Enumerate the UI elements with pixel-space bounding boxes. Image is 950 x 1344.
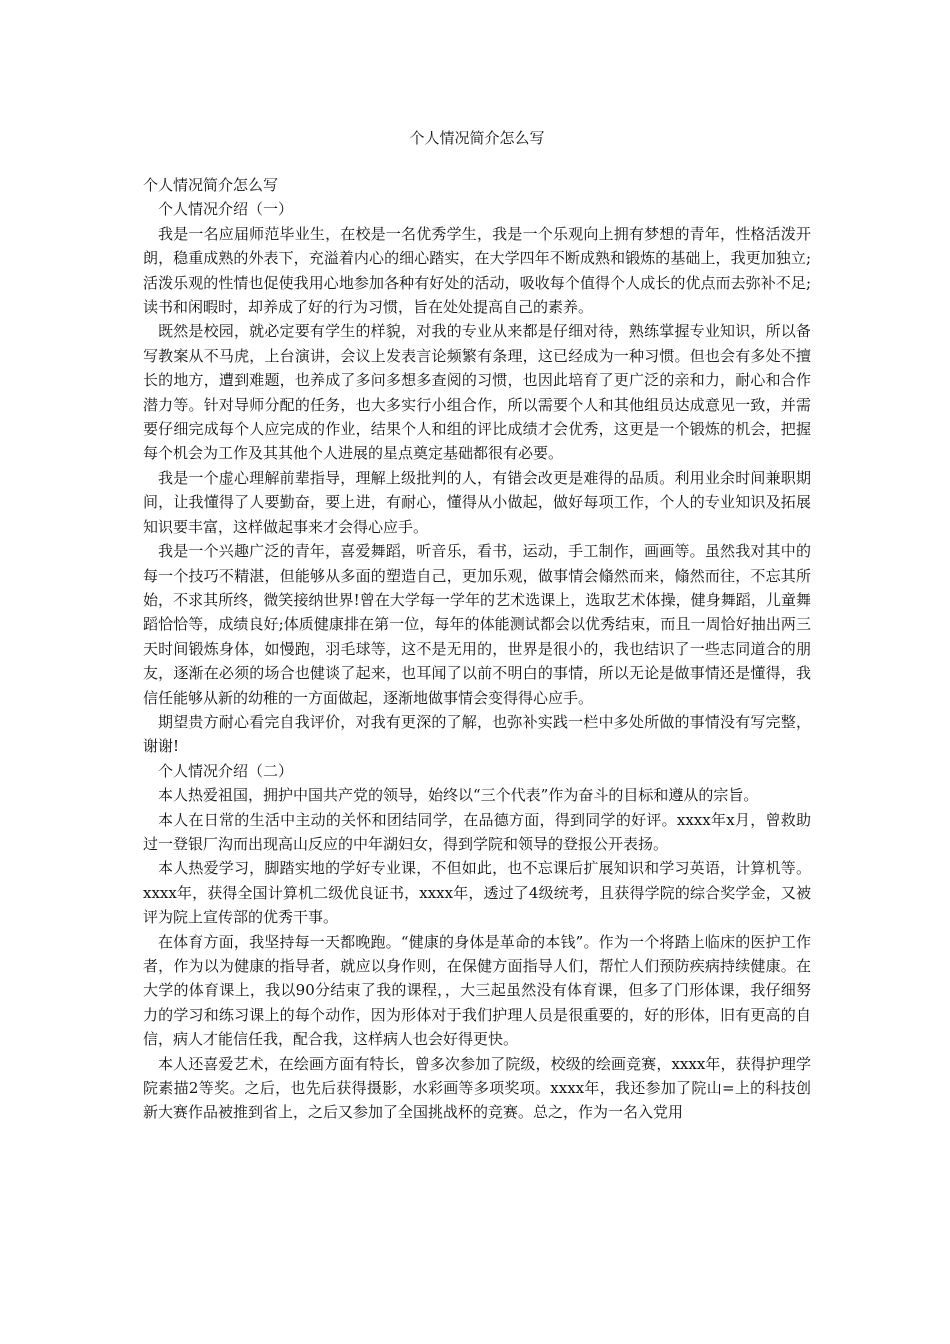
paragraph: 本人热爱学习，脚踏实地的学好专业课，不但如此，也不忘课后扩展知识和学习英语，计算机等。xxxx年，获得全国计算机二级优良证书，xxxx年，透过了4级统考，且获得学院的综合奖学金，又被评为院上宣传部的优秀干事。 xyxy=(143,859,811,927)
document-title: 个人情况简介怎么写 xyxy=(409,129,545,147)
doc-heading: 个人情况简介怎么写 xyxy=(143,176,279,194)
paragraph: 本人在日常的生活中主动的关怀和团结同学，在品德方面，得到同学的好评。xxxx年x月，曾救助过一登银厂沟而出现高山反应的中年湖妇女，得到学院和领导的登报公开表扬。 xyxy=(143,810,811,853)
paragraph: 我是一个兴趣广泛的青年，喜爱舞蹈，听音乐，看书，运动，手工制作，画画等。虽然我对其中的每一个技巧不精湛，但能够从多面的塑造自己，更加乐观，做事情会翛然而来，翛然而往，不忘其所始，不求其所终，微笑接纳世界!曾在大学每一学年的艺术选课上，选取艺术体操，健身舞蹈，儿童舞蹈恰恰等，成绩良好;体质健康排在第一位，每年的体能测试都会以优秀结束，而且一周恰好抽出两三天时间锻炼身体，如慢跑，羽毛球等，这不是无用的，世界是很小的，我也结识了一些志同道合的朋友，逐渐在必须的场合也健谈了起来，也耳闻了以前不明白的事情，所以无论是做事情还是懂得，我信任能够从新的幼稚的一方面做起，逐渐地做事情会变得得心应手。 xyxy=(143,542,811,707)
paragraph: 既然是校园，就必定要有学生的样貌，对我的专业从来都是仔细对待，熟练掌握专业知识，所以备写教案从不马虎，上台演讲，会议上发表言论频繁有条理，这已经成为一种习惯。但也会有多处不擅长的地方，遭到难题，也养成了多问多想多查阅的习惯，也因此培育了更广泛的亲和力，耐心和合作潜力等。针对导师分配的任务，也大多实行小组合作，所以需要个人和其他组员达成意见一致，并需要仔细完成每个人应完成的作业，结果个人和组的评比成绩才会优秀，这更是一个锻炼的机会，把握每个机会为工作及其其他个人进展的星点奠定基础都很有必要。 xyxy=(143,322,811,463)
paragraph: 本人热爱祖国，拥护中国共产党的领导，始终以“三个代表”作为奋斗的目标和遵从的宗旨。 xyxy=(158,786,759,805)
section-heading-1: 个人情况介绍（一） xyxy=(158,200,294,219)
paragraph: 我是一名应届师范毕业生，在校是一名优秀学生，我是一个乐观向上拥有梦想的青年，性格活泼开朗，稳重成熟的外表下，充溢着内心的细心踏实，在大学四年不断成熟和锻炼的基础上，我更加独立;活泼乐观的性情也促使我用心地参加各种有好处的活动，吸收每个值得个人成长的优点而去弥补不足;读书和闲暇时，却养成了好的行为习惯，旨在处处提高自己的素养。 xyxy=(143,224,811,317)
document-page xyxy=(143,126,811,1125)
section-heading-2: 个人情况介绍（二） xyxy=(158,761,294,780)
paragraph: 我是一个虚心理解前辈指导，理解上级批判的人，有错会改更是难得的品质。利用业余时间兼职期间，让我懂得了人要勤奋，要上进，有耐心，懂得从小做起，做好每项工作，个人的专业知识及拓展知识要丰富，这样做起事来才会得心应手。 xyxy=(143,468,811,536)
paragraph: 期望贵方耐心看完自我评价，对我有更深的了解，也弥补实践一栏中多处所做的事情没有写完整，谢谢! xyxy=(143,712,811,756)
paragraph: 本人还喜爱艺术，在绘画方面有特长，曾多次参加了院级，校级的绘画竞赛，xxxx年，获得护理学院素描2等奖。之后，也先后获得摄影，水彩画等多项奖项。xxxx年，我还参加了院山=上的科技创新大赛作品被推到省上，之后又参加了全国挑战杯的竞赛。总之，作为一名入党用 xyxy=(143,1054,811,1122)
paragraph: 在体育方面，我坚持每一天都晚跑。“健康的身体是革命的本钱”。作为一个将踏上临床的医护工作者，作为以为健康的指导者，就应以身作则，在保健方面指导人们，帮忙人们预防疾病持续健康。在大学的体育课上，我以90分结束了我的课程，，大三起虽然没有体育课，但多了门形体课，我仔细努力的学习和练习课上的每个动作，因为形体对于我们护理人员是很重要的，好的形体，旧有更高的自信，病人才能信任我，配合我，这样病人也会好得更快。 xyxy=(143,932,811,1049)
